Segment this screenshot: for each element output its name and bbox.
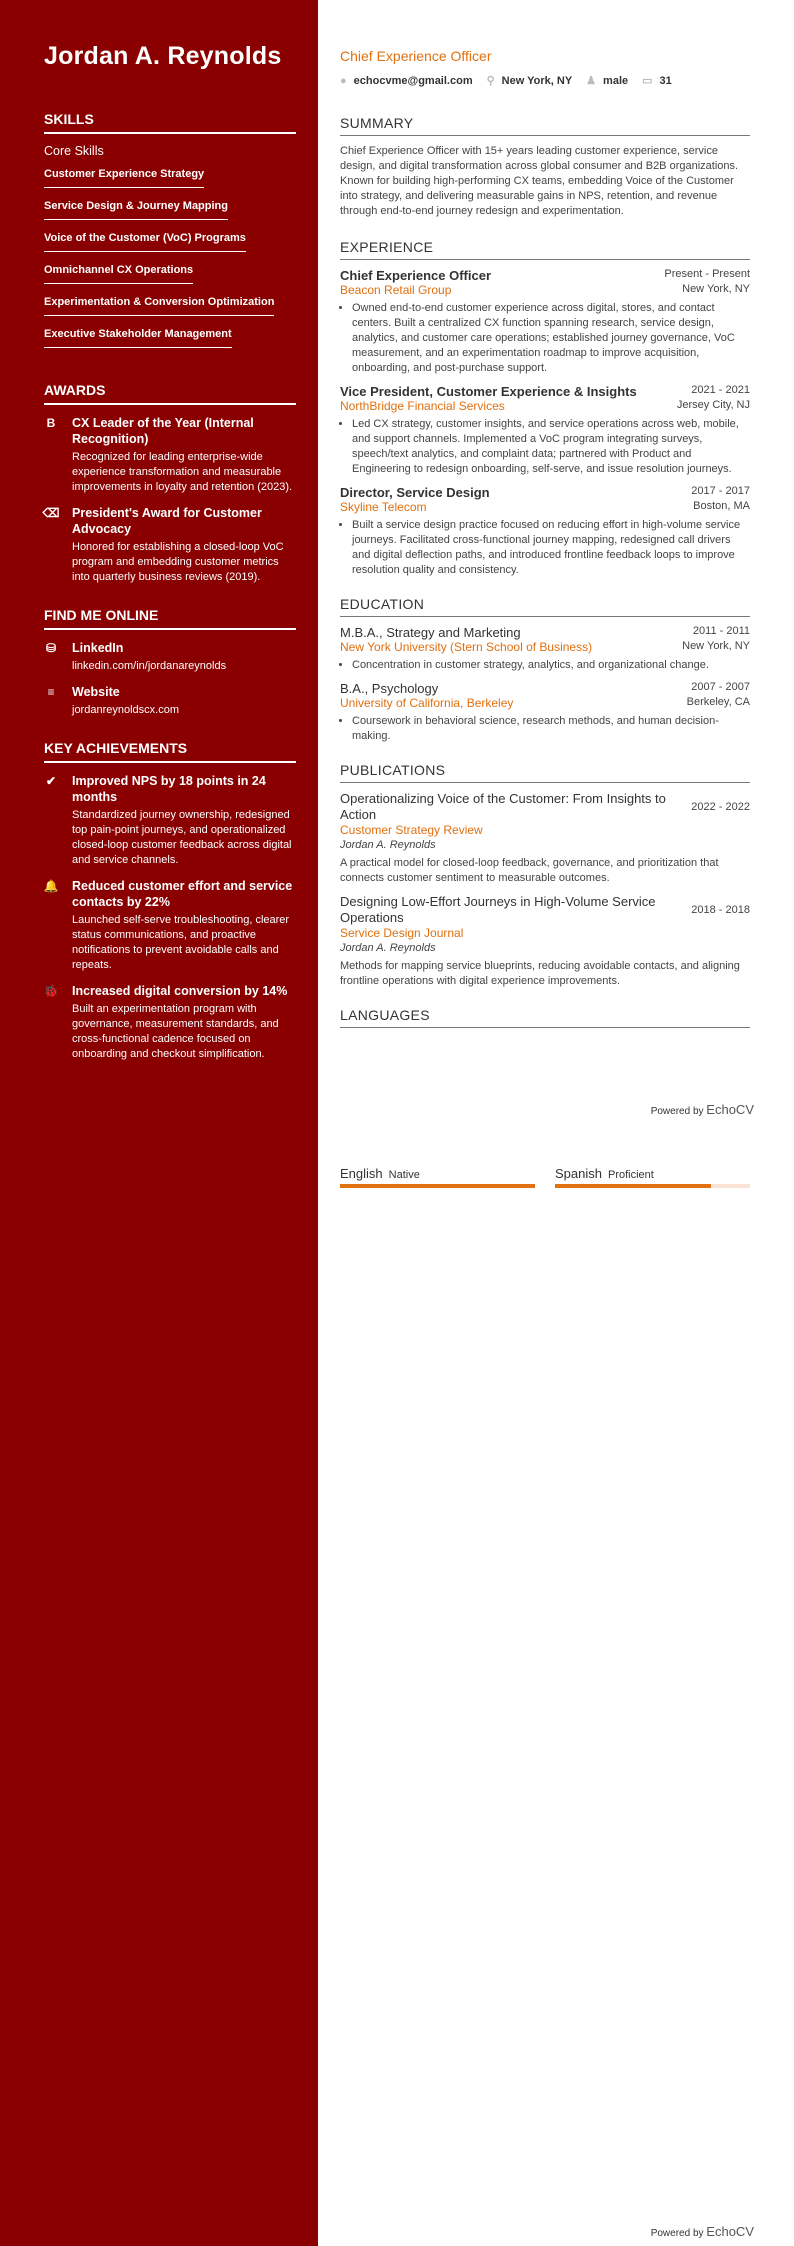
award-title: President's Award for Customer Advocacy	[72, 506, 262, 536]
role-dates: Present - Present	[664, 268, 750, 280]
powered-brand: EchoCV	[706, 1102, 754, 1117]
gender-text: male	[603, 74, 629, 87]
achievements-heading: KEY ACHIEVEMENTS	[44, 740, 296, 763]
award-text: Recognized for leading enterprise-wide experience transformation and measurable improvements in loyalty and retention (2023).	[72, 451, 293, 493]
education-dates: 2011 - 2011	[692, 625, 750, 637]
language-item	[555, 1166, 750, 1188]
achievement-text: Launched self-serve troubleshooting, clearer status communications, and proactive notifications to prevent avoidable calls and repeats.	[72, 914, 290, 971]
publication-dates: 2018 - 2018	[691, 904, 750, 916]
language-item	[340, 1166, 535, 1188]
summary-heading: SUMMARY	[340, 115, 750, 136]
publication-author: Jordan A. Reynolds	[340, 839, 436, 851]
online-item-website	[44, 684, 296, 718]
achievement-title: Improved NPS by 18 points in 24 months	[72, 774, 266, 804]
skill-item: Voice of the Customer (VoC) Programs	[44, 232, 246, 252]
awards-heading: AWARDS	[44, 382, 296, 405]
company-name: NorthBridge Financial Services	[340, 399, 505, 413]
skill-item: Executive Stakeholder Management	[44, 328, 232, 348]
publications-section	[340, 762, 750, 989]
award-item	[44, 505, 296, 585]
experience-heading: EXPERIENCE	[340, 239, 750, 260]
main-content	[340, 48, 750, 1036]
contact-age	[642, 74, 672, 87]
skill-item: Omnichannel CX Operations	[44, 264, 193, 284]
bell-icon: 🔔	[43, 879, 59, 893]
languages-list	[340, 1166, 750, 1188]
publication-venue: Service Design Journal	[340, 926, 464, 940]
powered-prefix: Powered by	[650, 1106, 704, 1117]
publication-text: Methods for mapping service blueprints, reducing avoidable contacts, and aligning frontline operations with digital experience improvements.	[340, 960, 740, 987]
contact-location	[487, 74, 573, 87]
role-title: Vice President, Customer Experience & Insights	[340, 384, 637, 399]
awards-section	[44, 382, 296, 585]
languages-heading: LANGUAGES	[340, 1007, 750, 1028]
achievements-section	[44, 740, 296, 1062]
powered-by-badge-footer	[651, 2224, 754, 2239]
degree-title: M.B.A., Strategy and Marketing	[340, 625, 521, 640]
publication-text: A practical model for closed-loop feedback, governance, and prioritization that connects customer sentiment to measurable outcomes.	[340, 857, 719, 884]
publication-item	[340, 894, 750, 989]
online-section	[44, 607, 296, 718]
publication-item	[340, 791, 750, 886]
school-name: New York University (Stern School of Business)	[340, 640, 593, 654]
achievement-item	[44, 983, 296, 1062]
linkedin-link[interactable]: linkedin.com/in/jordanareynolds	[72, 660, 227, 672]
achievement-text: Standardized journey ownership, redesigned top pain-point journeys, and operationalized closed-loop customer feedback across digital and service channels.	[72, 809, 292, 866]
skill-item: Experimentation & Conversion Optimization	[44, 296, 274, 316]
job-title: Chief Experience Officer	[340, 48, 492, 64]
contact-row	[340, 74, 750, 87]
calendar-icon: ▭	[642, 75, 653, 87]
candidate-name: Jordan A. Reynolds	[44, 42, 282, 70]
role-bullet: • Built a service design practice focused on reducing effort in high-volume service journeys. Facilitated cross-functional journey mapping, redesigned call drivers and digital deflection paths, and introduced frontline feedback loops to improve resolution quality and consistency.	[352, 518, 750, 578]
skills-section	[44, 111, 296, 356]
education-item	[340, 625, 750, 673]
contact-email	[340, 75, 473, 87]
skill-item: Customer Experience Strategy	[44, 168, 204, 188]
powered-brand: EchoCV	[706, 2224, 754, 2239]
language-name: English	[340, 1166, 383, 1181]
school-name: University of California, Berkeley	[340, 696, 514, 710]
education-section	[340, 596, 750, 744]
online-label: LinkedIn	[72, 641, 124, 655]
bug-icon: 🐞	[43, 984, 59, 998]
summary-section	[340, 115, 750, 219]
experience-section	[340, 239, 750, 578]
skills-heading: SKILLS	[44, 111, 296, 134]
publication-author: Jordan A. Reynolds	[340, 942, 436, 954]
award-title: CX Leader of the Year (Internal Recognition)	[72, 416, 254, 446]
online-item-linkedin	[44, 640, 296, 674]
role-bullet: • Owned end-to-end customer experience across digital, stores, and contact centers. Built a centralized CX function spanning research, service design, analytics, and customer care operations; established journey governance, VoC measurement, and an experimentation roadmap to improve acquisition, onboarding, and post-purchase support.	[352, 301, 750, 376]
database-icon: ⛁	[45, 641, 57, 655]
company-name: Skyline Telecom	[340, 500, 427, 514]
publications-heading: PUBLICATIONS	[340, 762, 750, 783]
education-bullet: • Coursework in behavioral science, research methods, and human decision-making.	[352, 714, 750, 744]
website-link[interactable]: jordanreynoldscx.com	[72, 704, 179, 716]
achievement-item	[44, 878, 296, 973]
experience-item	[340, 485, 750, 578]
email-icon: ●	[340, 74, 347, 87]
education-item	[340, 681, 750, 744]
language-level: Proficient	[607, 1169, 654, 1181]
role-title: Chief Experience Officer	[340, 268, 491, 283]
school-location: Berkeley, CA	[686, 696, 750, 708]
degree-title: B.A., Psychology	[340, 681, 439, 696]
summary-text: Chief Experience Officer with 15+ years leading customer experience, service design, and digital transformation across global consumer and B2B organizations. Known for building high-performing CX teams, embedding Voice of the Customer into strategy, and delivering measurable gains in NPS, retention, and revenue through end-to-end journey redesign and experimentation.	[340, 145, 739, 217]
sidebar	[0, 0, 318, 2246]
check-circle-icon: ✔	[45, 774, 57, 788]
publication-title: Operationalizing Voice of the Customer: From Insights to Action	[340, 791, 666, 822]
achievement-text: Built an experimentation program with governance, measurement standards, and cross-functional cadence focused on onboarding and checkout simplification.	[72, 1003, 279, 1060]
email-text[interactable]: echocvme@gmail.com	[353, 74, 473, 87]
publication-venue: Customer Strategy Review	[340, 823, 483, 837]
powered-prefix: Powered by	[650, 2228, 704, 2239]
map-pin-icon: ⚲	[486, 75, 495, 87]
proficiency-bar	[340, 1184, 535, 1188]
language-name: Spanish	[555, 1166, 602, 1181]
role-bullet: • Led CX strategy, customer insights, and service operations across web, mobile, and support channels. Implemented a VoC program integrating surveys, speech/text analytics, and complaint data; partnered with Product and Engineering to redesign onboarding, self-serve, and issue resolution journeys.	[352, 417, 750, 477]
language-level: Native	[388, 1169, 420, 1181]
publication-dates: 2022 - 2022	[691, 801, 750, 813]
school-location: New York, NY	[682, 640, 750, 652]
company-name: Beacon Retail Group	[340, 283, 452, 297]
online-label: Website	[72, 685, 120, 699]
experience-item	[340, 384, 750, 477]
person-icon: ♟	[586, 75, 597, 87]
award-text: Honored for establishing a closed-loop VoC program and embedding customer metrics into quarterly business reviews (2019).	[72, 541, 284, 583]
skill-item: Service Design & Journey Mapping	[44, 200, 228, 220]
backspace-icon: ⌫	[42, 506, 60, 520]
award-item	[44, 415, 296, 495]
education-heading: EDUCATION	[340, 596, 750, 617]
achievement-title: Reduced customer effort and service contacts by 22%	[72, 879, 293, 909]
online-heading: FIND ME ONLINE	[44, 607, 296, 630]
role-location: Boston, MA	[693, 500, 750, 512]
contact-gender	[586, 74, 628, 87]
bold-b-icon: B	[46, 416, 56, 430]
proficiency-bar	[555, 1184, 750, 1188]
powered-by-badge	[651, 1102, 754, 1117]
achievement-item	[44, 773, 296, 868]
achievement-title: Increased digital conversion by 14%	[72, 984, 288, 998]
experience-item	[340, 268, 750, 376]
role-title: Director, Service Design	[340, 485, 490, 500]
education-dates: 2007 - 2007	[691, 681, 750, 693]
publication-title: Designing Low-Effort Journeys in High-Volume Service Operations	[340, 894, 656, 925]
proficiency-fill	[555, 1184, 711, 1188]
languages-section	[340, 1007, 750, 1028]
skills-subheading: Core Skills	[44, 144, 104, 158]
location-text: New York, NY	[501, 74, 573, 87]
role-location: New York, NY	[682, 283, 750, 295]
role-dates: 2017 - 2017	[691, 485, 750, 497]
education-bullet: • Concentration in customer strategy, analytics, and organizational change.	[352, 658, 750, 673]
role-location: Jersey City, NJ	[676, 399, 750, 411]
age-text: 31	[659, 74, 672, 87]
proficiency-fill	[340, 1184, 535, 1188]
role-dates: 2021 - 2021	[691, 384, 750, 396]
lines-icon: ≡	[47, 685, 55, 699]
